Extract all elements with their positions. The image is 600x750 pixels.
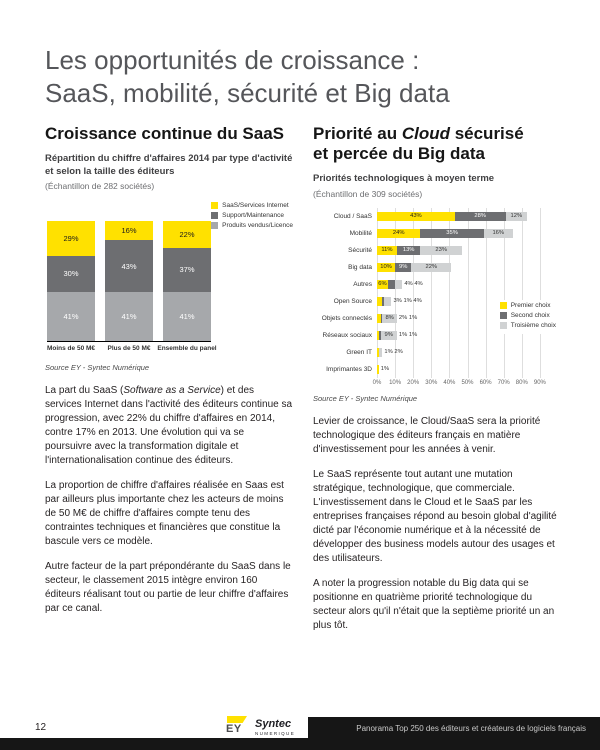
chart-row [313,344,558,361]
right-section-heading [313,124,558,164]
right-body-text [313,415,558,633]
body-paragraph [313,468,558,566]
row-category-label: Réseaux sociaux [322,331,372,339]
bar-segment [420,229,483,238]
bar-value-label: 24% [392,230,405,237]
text-run: Levier de croissance, le Cloud/SaaS sera la priorité technologique des éditeurs français en matière d'investissement pour les années à venir. [313,415,541,455]
bar-segment [506,212,528,221]
body-paragraph [45,560,293,616]
axis-tick-label: 90% [533,379,546,386]
bar-segment [411,263,451,272]
bar-value-label: 1% 1% [398,332,418,339]
right-chart-rows [313,208,558,378]
axis-tick-label: 80% [515,379,528,386]
right-heading-pre: Priorité au [313,124,402,144]
legend-label: Produits vendus/Licence [222,222,293,230]
left-body-text [45,384,293,616]
x-axis [372,378,558,389]
page-number: 12 [35,722,47,733]
text-run: Le SaaS représente tout autant une mutation stratégique, technologique, que commerciale. L'investissement dans le Cloud et le SaaS par les entreprises françaises répond au besoin global d'agilité dicté par l'économie numérique et à la nécessité de développer des business models autour des usages et des utilisateurs. [313,468,557,564]
axis-tick-label: 40% [443,379,456,386]
ey-beam-icon [227,716,247,723]
row-bar [377,212,558,221]
legend-swatch [500,312,507,319]
left-chart-source: Source EY - Syntec Numérique [45,363,150,373]
bar-segment [163,248,211,292]
chart-row [313,361,558,378]
bar-value-label: 8% [385,315,394,322]
bar-value-label: 28% [474,213,486,220]
right-chart-source: Source EY - Syntec Numérique [313,393,418,403]
bar-value-label: 23% [435,247,448,254]
text-run: Software as a Service [123,385,221,397]
axis-tick-label: 60% [479,379,492,386]
bar-value-label: 2% 1% [398,315,418,322]
chart-row [313,259,558,276]
row-category-label: Cloud / SaaS [333,212,372,220]
bar-segment [163,221,211,247]
chart-row [313,225,558,242]
row-category-label: Objets connectés [321,314,372,322]
axis-tick-label: 0% [372,379,382,386]
syntec-logo-subtext: NUMERIQUE [255,731,296,736]
legend-item [211,212,293,219]
bar-segment [484,229,513,238]
bar-value-label: 37% [179,265,195,275]
legend-label: Troisième choix [510,321,556,329]
bar-value-label: 4% 4% [404,281,423,288]
bar-category-label: Moins de 50 M€ [46,345,96,353]
bar-segment [105,292,153,341]
page-title-line-1: Les opportunités de croissance : [45,45,420,75]
bar-value-label: 12% [510,213,523,220]
bar-column [105,221,153,353]
left-chart-bars [46,221,217,353]
text-run: Autre facteur de la part prépondérante du SaaS dans le secteur, le classement 2015 intègre environ 160 éditeurs réalisant tout ou partie de leur chiffre d'affaires par ce canal. [45,561,291,615]
legend-item [500,312,556,319]
right-column [313,124,558,644]
bar-segment [47,256,95,292]
bar-value-label: 13% [402,247,415,254]
left-column [45,124,293,644]
row-bar [377,280,558,289]
bar-segment [47,221,95,256]
row-category-label: Sécurité [348,246,372,254]
bar-value-label: 16% [121,226,137,236]
bar-segment [163,292,211,341]
right-chart-legend [495,300,556,334]
bar-value-label: 10% [380,264,392,271]
chart-row [313,276,558,293]
row-category-label: Autres [353,280,372,288]
axis-tick-label: 30% [425,379,438,386]
syntec-logo-text: Syntec [255,718,292,730]
bar-value-label: 41% [63,312,79,322]
two-column-layout [45,124,558,644]
bar-value-label: 29% [63,234,79,244]
legend-label: SaaS/Services Internet [222,202,289,210]
row-bar [377,348,558,357]
legend-label: Premier choix [510,301,551,309]
text-run: La proportion de chiffre d'affaires réalisée en Saas est par ailleurs plus importante chez les acteurs de moins de 50 M€ de chiffre d'affaires compte tenu des contraintes techniques et financières que constitue la bascule vers ce modèle. [45,480,284,548]
bar-category-label: Plus de 50 M€ [107,345,151,353]
text-run: La part du SaaS ( [45,385,124,397]
bar-segment [384,297,391,306]
bar-segment [377,229,420,238]
left-chart-title: Répartition du chiffre d'affaires 2014 par type d'activité et selon la taille des éditeurs [45,153,293,177]
chart-row [313,208,558,225]
saas-revenue-stacked-bar-chart [45,200,293,358]
bar-value-label: 22% [425,264,438,271]
bar-value-label: 41% [121,312,137,322]
legend-label: Support/Maintenance [222,212,284,220]
legend-item [500,302,556,309]
bar-segment [381,331,397,340]
bar-segment [395,263,411,272]
bar-segment [395,280,402,289]
page-title-line-2: SaaS, mobilité, sécurité et Big data [45,78,450,109]
right-chart-title: Priorités technologiques à moyen terme [313,173,495,185]
row-bar [377,263,558,272]
legend-item [500,322,556,329]
row-bar [377,365,558,374]
bar-value-label: 9% [384,332,393,339]
row-category-label: Big data [348,263,372,271]
legend-label: Second choix [510,311,550,319]
bar-segment [47,292,95,341]
bar-value-label: 1% [380,366,390,373]
bar-value-label: 30% [63,269,79,279]
bar-segment [377,246,397,255]
bar-value-label: 43% [121,261,137,271]
row-bar [377,246,558,255]
ey-logo [226,716,247,735]
left-chart-legend [211,202,293,232]
bar-value-label: 43% [410,213,422,220]
bar-segment [382,314,396,323]
legend-swatch [211,222,218,229]
axis-tick-label: 20% [407,379,420,386]
bar-segment [377,365,379,374]
bar-value-label: 1% 2% [384,349,403,356]
row-bar [377,229,558,238]
bar-segment [379,348,383,357]
bar-column [46,221,96,353]
body-paragraph [45,479,293,549]
bar-segment [377,212,455,221]
bar-category-label: Ensemble du panel [157,345,217,353]
bar-value-label: 11% [381,247,393,254]
page-title [45,44,558,110]
row-category-label: Imprimantes 3D [326,365,372,373]
bar-segment [397,246,421,255]
right-heading-italic: Cloud [401,124,450,144]
legend-swatch [211,202,218,209]
bar-segment [105,221,153,240]
text-run: ) et des services Internet dans l'activité des éditeurs continue sa progression, avec 22% du chiffre d'affaires en 2014, contre 17% en 2013. Une évolution qui va se poursuivre avec la transformation digitale et l'internationalisation continue des éditeurs. [45,385,293,467]
body-paragraph [313,577,558,633]
legend-item [211,202,293,209]
bar-column [157,221,217,353]
bar-value-label: 16% [492,230,505,237]
legend-swatch [500,302,507,309]
bar-value-label: 22% [179,229,195,239]
axis-tick-label: 10% [389,379,402,386]
body-paragraph [313,415,558,457]
bar-segment [377,280,388,289]
left-chart-sample: (Échantillon de 282 sociétés) [45,181,155,192]
bar-segment [105,240,153,292]
right-chart-sample: (Échantillon de 309 sociétés) [313,188,423,199]
bar-segment [420,246,462,255]
tech-priorities-stacked-bar-chart [313,208,558,389]
legend-swatch [211,212,218,219]
text-run: A noter la progression notable du Big data qui se positionne en quatrième priorité technologique du secteur alors qu'il n'était que la septième priorité un an plus tôt. [313,577,555,631]
footer-banner-text: Panorama Top 250 des éditeurs et créateurs de logiciels français [356,724,586,733]
right-heading-post: sécurisé [449,124,524,144]
axis-tick-label: 70% [497,379,510,386]
syntec-logo [255,719,295,736]
ey-logo-text: EY [226,723,242,735]
footer-banner [308,717,600,750]
bar-segment [455,212,506,221]
bar-value-label: 6% [378,281,387,288]
row-category-label: Mobilité [349,229,372,237]
bar-value-label: 3% 1% 4% [393,298,422,305]
legend-item [211,222,293,229]
bar-segment [377,263,395,272]
axis-tick-label: 50% [461,379,474,386]
legend-swatch [500,322,507,329]
bar-value-label: 35% [446,230,458,237]
bar-segment [388,280,395,289]
row-category-label: Open Source [333,297,372,305]
right-heading-line-2: et percée du Big data [313,144,485,164]
body-paragraph [45,384,293,468]
bar-value-label: 9% [399,264,408,271]
row-category-label: Green IT [346,348,372,356]
left-section-heading: Croissance continue du SaaS [45,124,285,144]
bar-value-label: 41% [179,312,195,322]
chart-row [313,242,558,259]
